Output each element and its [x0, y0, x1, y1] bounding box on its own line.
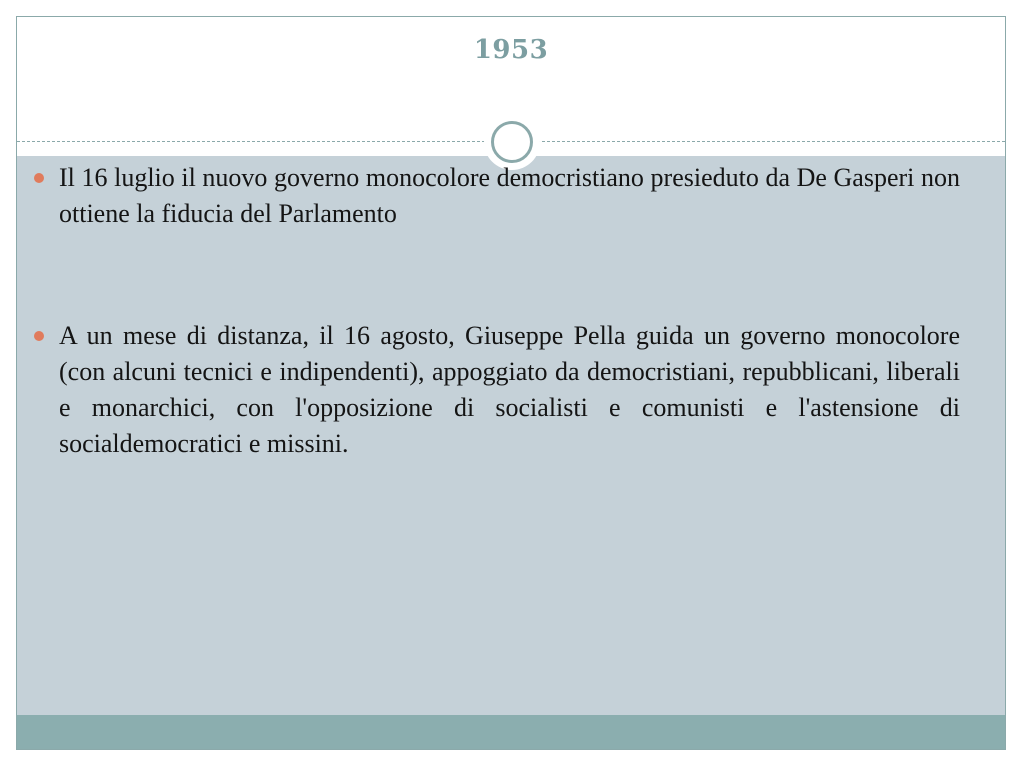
bullet-item — [34, 160, 960, 232]
bullet-dot-icon — [34, 173, 44, 183]
bullet-text: Il 16 luglio il nuovo governo monocolore democristiano presieduto da De Gasperi non ottiene la fiducia del Parlamento — [59, 163, 960, 228]
bullet-text: A un mese di distanza, il 16 agosto, Giuseppe Pella guida un governo monocolore (con alcuni tecnici e indipendenti), appoggiato da democristiani, repubblicani, liberali e monarchici, con l'opposizione di socialisti e comunisti e l'astensione di socialdemocratici e missini. — [59, 321, 960, 458]
ring-icon — [491, 121, 533, 163]
bullet-list — [34, 160, 960, 462]
bullet-item — [34, 318, 960, 462]
bullet-dot-icon — [34, 331, 44, 341]
footer-band — [17, 715, 1005, 750]
slide-title: 1953 — [473, 35, 549, 65]
